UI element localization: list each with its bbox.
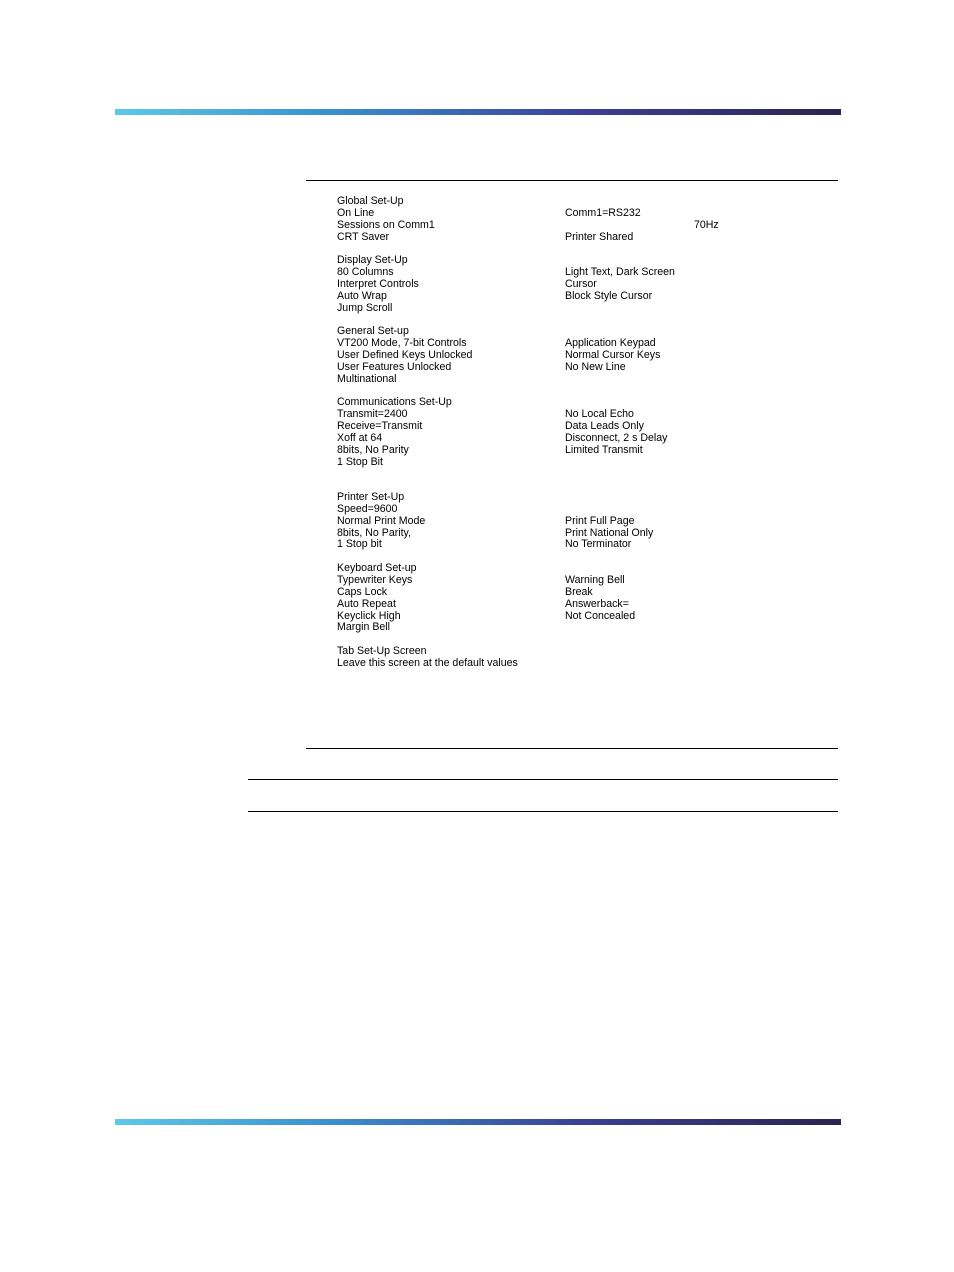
- setting-right: Light Text, Dark Screen: [565, 266, 675, 279]
- settings-row: [337, 492, 797, 504]
- setting-left: Jump Scroll: [337, 301, 393, 314]
- settings-row: [337, 457, 797, 469]
- setting-left: Auto Repeat: [337, 597, 396, 610]
- section-heading: General Set-up: [337, 325, 409, 338]
- setting-left: 8bits, No Parity,: [337, 526, 411, 539]
- table-rule-bottom: [248, 811, 838, 812]
- setting-left: Multinational: [337, 372, 397, 385]
- settings-row: [337, 291, 797, 303]
- settings-row: [337, 433, 797, 445]
- settings-row: [337, 611, 797, 623]
- settings-row: [337, 516, 797, 528]
- setting-right: Not Concealed: [565, 609, 636, 622]
- display-setup-section: [337, 255, 797, 314]
- section-heading: Display Set-Up: [337, 254, 408, 267]
- setting-right: Normal Cursor Keys: [565, 348, 661, 361]
- settings-row: [337, 303, 797, 315]
- setting-right: Printer Shared: [565, 230, 634, 243]
- printer-setup-section: [337, 492, 797, 551]
- setting-right: Block Style Cursor: [565, 289, 653, 302]
- settings-row: [337, 232, 797, 244]
- section-heading: Tab Set-Up Screen: [337, 645, 427, 658]
- settings-row: [337, 658, 797, 670]
- setting-left: Typewriter Keys: [337, 574, 413, 586]
- section-heading: Printer Set-Up: [337, 491, 405, 504]
- settings-row: [337, 599, 797, 611]
- setting-left: Speed=9600: [337, 502, 398, 515]
- setting-left: CRT Saver: [337, 230, 390, 243]
- setting-left: 1 Stop bit: [337, 538, 382, 551]
- table-rule-top: [248, 779, 838, 780]
- setting-right: Application Keypad: [565, 337, 656, 350]
- setting-left: 80 Columns: [337, 266, 394, 279]
- setting-extra: 70Hz: [694, 218, 719, 231]
- setting-right: Comm1=RS232: [565, 206, 641, 219]
- setting-left: Sessions on Comm1: [337, 218, 435, 231]
- general-setup-section: [337, 326, 797, 385]
- setting-left: 8bits, No Parity: [337, 443, 409, 456]
- setting-right: Break: [565, 585, 593, 598]
- setting-right: Print Full Page: [565, 514, 635, 527]
- setting-left: 1 Stop Bit: [337, 455, 383, 468]
- section-heading: Keyboard Set-up: [337, 562, 417, 575]
- setting-right: Cursor: [565, 277, 597, 290]
- settings-row: [337, 504, 797, 516]
- section-heading: Communications Set-Up: [337, 396, 452, 409]
- setting-left: On Line: [337, 206, 375, 219]
- setting-left: Interpret Controls: [337, 277, 419, 290]
- settings-row: [337, 279, 797, 291]
- settings-row: [337, 374, 797, 386]
- setting-right: Answerback=: [565, 597, 629, 610]
- header-gradient-bar: [115, 109, 841, 115]
- settings-row: [337, 587, 797, 599]
- setup-settings-figure: [337, 196, 797, 670]
- global-setup-section: [337, 196, 797, 243]
- setting-left: Auto Wrap: [337, 289, 387, 302]
- setting-left: Leave this screen at the default values: [337, 656, 518, 669]
- setting-left: Normal Print Mode: [337, 514, 426, 527]
- settings-row: [337, 220, 797, 232]
- keyboard-setup-section: [337, 563, 797, 634]
- setting-left: Xoff at 64: [337, 431, 383, 444]
- footer-gradient-bar: [115, 1119, 841, 1125]
- setting-right: Limited Transmit: [565, 443, 643, 456]
- setting-right: No Local Echo: [565, 408, 634, 421]
- setting-left: User Features Unlocked: [337, 360, 452, 373]
- setting-right: Data Leads Only: [565, 420, 644, 433]
- tab-setup-section: [337, 646, 797, 670]
- figure-top-rule: [306, 180, 838, 181]
- section-heading: Global Set-Up: [337, 195, 404, 207]
- setting-left: Margin Bell: [337, 621, 390, 634]
- setting-left: Transmit=2400: [337, 408, 408, 421]
- settings-row: [337, 539, 797, 551]
- setting-right: No Terminator: [565, 538, 632, 551]
- setting-right: Disconnect, 2 s Delay: [565, 431, 668, 444]
- communications-setup-section: [337, 397, 797, 468]
- figure-bottom-rule: [306, 748, 838, 749]
- settings-row: [337, 208, 797, 220]
- setting-right: Print National Only: [565, 526, 654, 539]
- settings-row: [337, 362, 797, 374]
- setting-left: Receive=Transmit: [337, 420, 423, 433]
- setting-left: Caps Lock: [337, 585, 388, 598]
- settings-row: [337, 622, 797, 634]
- setting-right: No New Line: [565, 360, 626, 373]
- setting-right: Warning Bell: [565, 574, 625, 586]
- setting-left: VT200 Mode, 7-bit Controls: [337, 337, 467, 350]
- setting-left: User Defined Keys Unlocked: [337, 348, 473, 361]
- settings-row: [337, 445, 797, 457]
- setting-left: Keyclick High: [337, 609, 401, 622]
